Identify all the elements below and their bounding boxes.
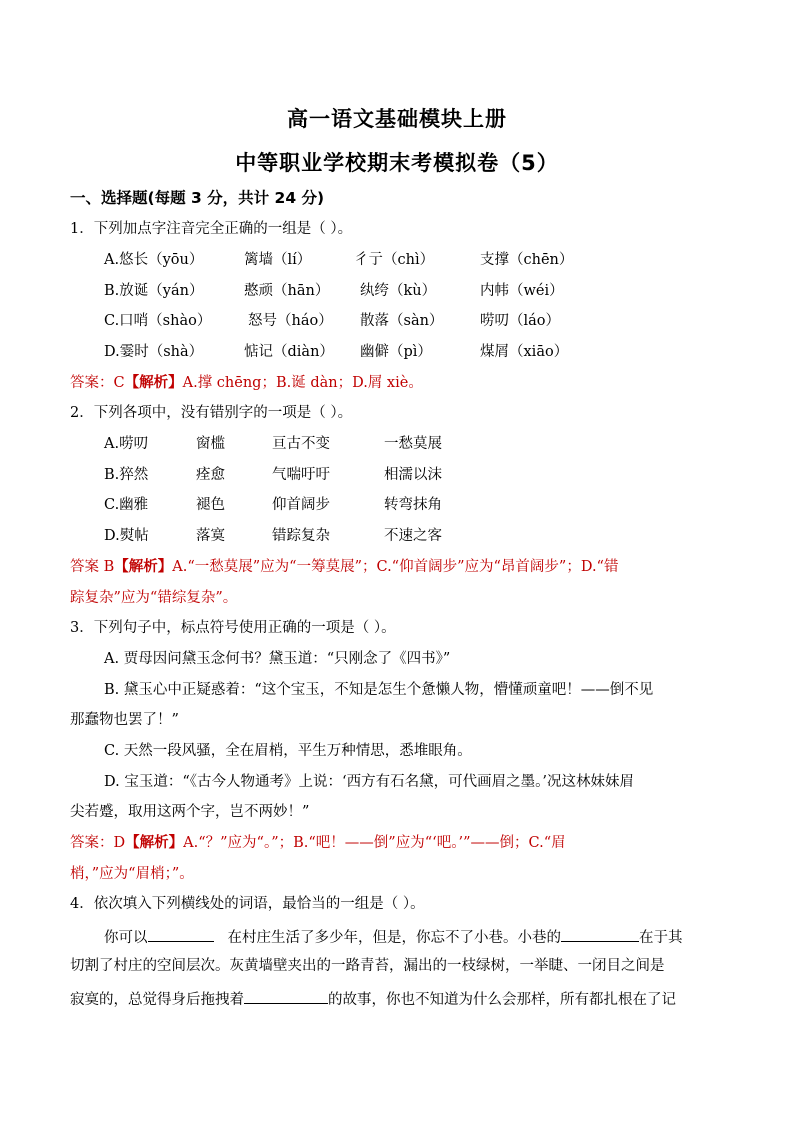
- question-2-row-c: [104, 495, 704, 515]
- option-cell: C.幽雅: [104, 497, 149, 513]
- option-cell: 不速之客: [384, 528, 442, 544]
- option-cell: 落寞: [196, 528, 225, 544]
- question-1-row-a: [104, 250, 704, 270]
- question-3-option-a: A. 贾母因问黛玉念何书？黛玉道：“只刚念了《四书》”: [104, 651, 451, 667]
- question-4-passage-line-1: [104, 925, 683, 948]
- question-1-row-c: [104, 311, 704, 331]
- fill-blank-1[interactable]: [148, 925, 214, 942]
- question-1-row-b: [104, 281, 704, 301]
- analysis-label: 【解析】: [125, 834, 184, 851]
- question-2-row-d: [104, 526, 704, 546]
- analysis-text: A.撑 chēng；B.诞 dàn；D.屑 xiè。: [182, 375, 423, 391]
- answer-label: 答案：D: [70, 835, 126, 851]
- option-cell: 仰首阔步: [272, 497, 330, 513]
- question-1-row-d: [104, 342, 704, 362]
- passage-text: 你可以: [104, 930, 148, 946]
- passage-text: 在于其: [639, 930, 683, 946]
- document-subtitle: 中等职业学校期末考模拟卷（5）: [235, 151, 559, 175]
- analysis-text: A.“？”应为“。”；B.“吧！——倒”应为“‘吧。’”——倒；C.“眉: [183, 835, 566, 851]
- analysis-label: 【解析】: [114, 558, 173, 575]
- option-cell: 纨绔（kù）: [360, 283, 437, 299]
- option-cell: 褪色: [196, 497, 225, 513]
- passage-text: 的故事，你也不知道为什么会那样，所有都扎根在了记: [328, 992, 676, 1008]
- option-cell: 惦记（diàn）: [244, 344, 334, 360]
- option-cell: 相濡以沫: [384, 467, 442, 483]
- option-cell: 怒号（háo）: [248, 313, 333, 329]
- option-cell: 支撑（chēn）: [480, 252, 574, 268]
- option-cell: A.唠叨: [104, 436, 149, 452]
- question-2-row-a: [104, 434, 704, 454]
- passage-text: 寂寞的，总觉得身后拖拽着: [70, 992, 244, 1008]
- question-2-answer: [70, 557, 618, 577]
- option-cell: 窗槛: [196, 436, 225, 452]
- question-1-answer: [70, 373, 423, 393]
- analysis-label: 【解析】: [124, 374, 183, 391]
- question-2-answer-cont: 踪复杂”应为“错综复杂”。: [70, 590, 238, 606]
- option-cell: 一愁莫展: [384, 436, 442, 452]
- question-3-option-b-cont: 那蠢物也罢了！”: [70, 712, 179, 728]
- question-3-option-c: C. 天然一段风骚，全在眉梢，平生万种情思，悉堆眼角。: [104, 743, 472, 759]
- option-cell: C.口哨（shào）: [104, 313, 212, 329]
- analysis-text: A.“一愁莫展”应为“一筹莫展”；C.“仰首阔步”应为“昂首阔步”；D.“错: [172, 559, 619, 575]
- section-heading: 一、选择题(每题 3 分，共计 24 分): [70, 189, 325, 207]
- passage-text: 在村庄生活了多少年，但是，你忘不了小巷。小巷的: [227, 930, 561, 946]
- option-cell: A.悠长（yōu）: [104, 252, 204, 268]
- option-cell: 内帏（wéi）: [480, 283, 564, 299]
- question-3-answer: [70, 833, 566, 853]
- option-cell: 篱墙（lí）: [244, 252, 312, 268]
- option-cell: 幽僻（pì）: [360, 344, 432, 360]
- question-3-option-d: D. 宝玉道：“《古今人物通考》上说：‘西方有石名黛，可代画眉之墨。’况这林妹妹眉: [104, 774, 634, 790]
- question-3-option-d-cont: 尖若蹙，取用这两个字，岂不两妙！”: [70, 804, 310, 820]
- fill-blank-2[interactable]: [561, 925, 639, 942]
- question-4-passage-line-2: 切割了村庄的空间层次。灰黄墙壁夹出的一路青苔，漏出的一枝绿树，一举睫、一闭目之间是: [70, 958, 665, 974]
- question-1-stem: 1．下列加点字注音完全正确的一组是（ ）。: [70, 221, 353, 237]
- answer-label: 答案：C: [70, 375, 125, 391]
- option-cell: 煤屑（xiāo）: [480, 344, 569, 360]
- question-3-answer-cont: 梢，”应为“眉梢；”。: [70, 866, 194, 882]
- option-cell: D.熨帖: [104, 528, 149, 544]
- option-cell: 气喘吁吁: [272, 467, 330, 483]
- fill-blank-3[interactable]: [244, 987, 328, 1004]
- option-cell: D.霎时（shà）: [104, 344, 204, 360]
- option-cell: 散落（sàn）: [360, 313, 444, 329]
- question-3-stem: 3．下列句子中，标点符号使用正确的一项是（ ）。: [70, 620, 396, 636]
- question-2-row-b: [104, 465, 704, 485]
- question-3-option-b: B. 黛玉心中正疑惑着：“这个宝玉，不知是怎生个惫懒人物，懵懂顽童吧！——倒不见: [104, 682, 654, 698]
- option-cell: 痊愈: [196, 467, 225, 483]
- option-cell: B.猝然: [104, 467, 149, 483]
- option-cell: B.放诞（yán）: [104, 283, 204, 299]
- option-cell: 彳亍（chì）: [354, 252, 435, 268]
- option-cell: 憨顽（hān）: [244, 283, 330, 299]
- question-2-stem: 2．下列各项中，没有错别字的一项是（ ）。: [70, 405, 353, 421]
- answer-label: 答案 B: [70, 559, 115, 575]
- option-cell: 唠叨（láo）: [480, 313, 561, 329]
- option-cell: 亘古不变: [272, 436, 330, 452]
- question-4-passage-line-3: [70, 987, 676, 1010]
- question-4-stem: 4．依次填入下列横线处的词语，最恰当的一组是（ ）。: [70, 896, 425, 912]
- option-cell: 错踪复杂: [272, 528, 330, 544]
- option-cell: 转弯抹角: [384, 497, 442, 513]
- document-title: 高一语文基础模块上册: [287, 107, 507, 131]
